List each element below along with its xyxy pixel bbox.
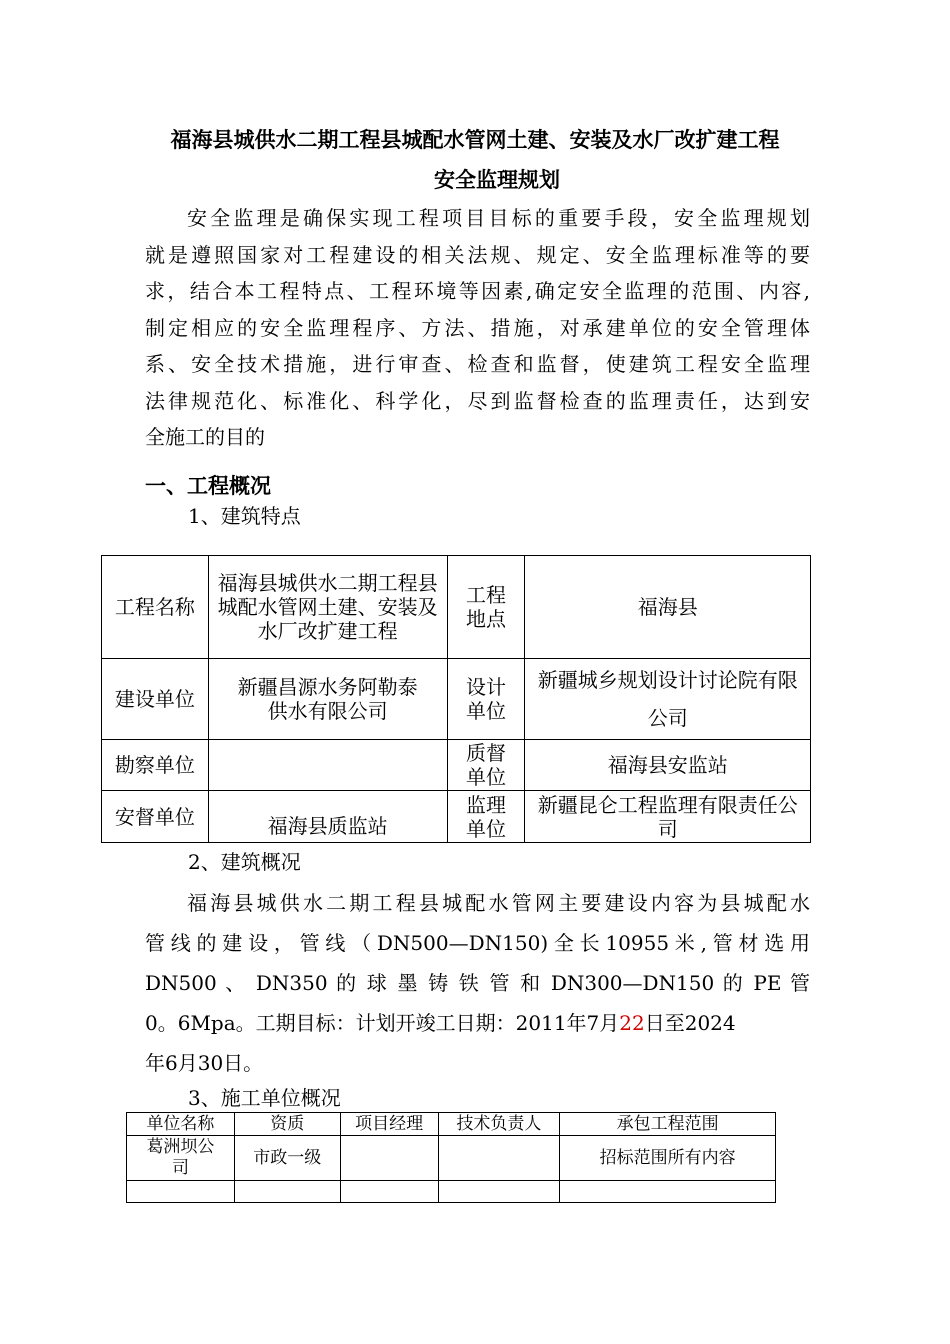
table-cell: 建设单位: [102, 659, 209, 740]
table-header-row: [127, 1113, 776, 1136]
section-heading: 一、工程概况: [145, 474, 271, 498]
column-header: 单位名称: [127, 1113, 235, 1136]
column-header: 资质: [234, 1113, 340, 1136]
table-cell: 质督单位: [447, 740, 525, 791]
table-cell: 福海县: [525, 556, 811, 659]
table-cell: 安督单位: [102, 791, 209, 843]
column-header: 技术负责人: [438, 1113, 560, 1136]
table-cell: [438, 1181, 560, 1203]
intro-line: 法律规范化、标准化、科学化，尽到监督检查的监理责任，达到安: [145, 388, 810, 413]
table-cell: [127, 1181, 235, 1203]
document-title: 福海县城供水二期工程县城配水管网土建、安装及水厂改扩建工程: [170, 128, 780, 152]
table-cell: 监理单位: [447, 791, 525, 843]
intro-line: 求，结合本工程特点、工程环境等因素,确定安全监理的范围、内容,: [145, 279, 810, 303]
table-cell: 福海县城供水二期工程县城配水管网土建、安装及水厂改扩建工程: [208, 556, 447, 659]
table-row: [102, 556, 811, 659]
table-row: [102, 659, 811, 740]
table-cell: [438, 1136, 560, 1181]
intro-line: 就是遵照国家对工程建设的相关法规、规定、安全监理标准等的要: [145, 242, 810, 267]
table-cell: [340, 1136, 438, 1181]
highlighted-date: 22: [619, 1011, 645, 1035]
table-cell: 勘察单位: [102, 740, 209, 791]
table-row: [127, 1136, 776, 1181]
table-cell: 葛洲坝公司: [127, 1136, 235, 1181]
intro-paragraph: [145, 200, 810, 456]
overview-paragraph: [145, 883, 810, 1083]
column-header: 承包工程范围: [560, 1113, 776, 1136]
table-row: [127, 1181, 776, 1203]
column-header: 项目经理: [340, 1113, 438, 1136]
table-cell: [560, 1181, 776, 1203]
subsection-heading: 1、建筑特点: [188, 504, 301, 528]
overview-text: 0。6Mpa。工期目标：计划开竣工日期：2011年7月: [145, 1011, 620, 1035]
project-info-table: [101, 555, 811, 843]
overview-line: 年6月30日。: [145, 1051, 264, 1075]
table-cell: 工程地点: [447, 556, 525, 659]
intro-line: 全施工的目的: [145, 425, 265, 449]
table-cell: 福海县安监站: [525, 740, 811, 791]
contractor-table: [126, 1112, 776, 1203]
overview-line: 福海县城供水二期工程县城配水管网主要建设内容为县城配水: [187, 891, 810, 915]
table-row: [102, 740, 811, 791]
table-cell: [340, 1181, 438, 1203]
intro-line: 安全监理是确保实现工程项目目标的重要手段，安全监理规划: [187, 206, 810, 230]
subsection-heading: 2、建筑概况: [188, 850, 301, 874]
document-subtitle: 安全监理规划: [434, 168, 560, 192]
overview-text: 日至2024: [644, 1011, 736, 1035]
subsection-heading: 3、施工单位概况: [188, 1086, 341, 1110]
table-cell: [234, 1181, 340, 1203]
table-cell: 市政一级: [234, 1136, 340, 1181]
overview-line: [145, 1003, 810, 1043]
table-cell: 设计单位: [447, 659, 525, 740]
table-cell: 新疆城乡规划设计讨论院有限公司: [525, 659, 811, 740]
table-cell: 新疆昌源水务阿勒泰供水有限公司: [208, 659, 447, 740]
table-cell: 工程名称: [102, 556, 209, 659]
overview-line: DN500 、 DN350 的 球 墨 铸 铁 管 和 DN300—DN150 的 PE 管: [145, 971, 810, 995]
intro-line: 系、安全技术措施，进行审查、检查和监督，使建筑工程安全监理: [145, 352, 810, 376]
table-row: [102, 791, 811, 843]
table-cell: 新疆昆仑工程监理有限责任公司: [525, 791, 811, 843]
table-cell: 招标范围所有内容: [560, 1136, 776, 1181]
table-cell: [208, 740, 447, 791]
overview-line: 管线的建设，管线（DN500—DN150)全长10955米,管材选用: [145, 931, 810, 955]
table-cell: 福海县质监站: [208, 791, 447, 843]
intro-line: 制定相应的安全监理程序、方法、措施，对承建单位的安全管理体: [145, 315, 810, 340]
